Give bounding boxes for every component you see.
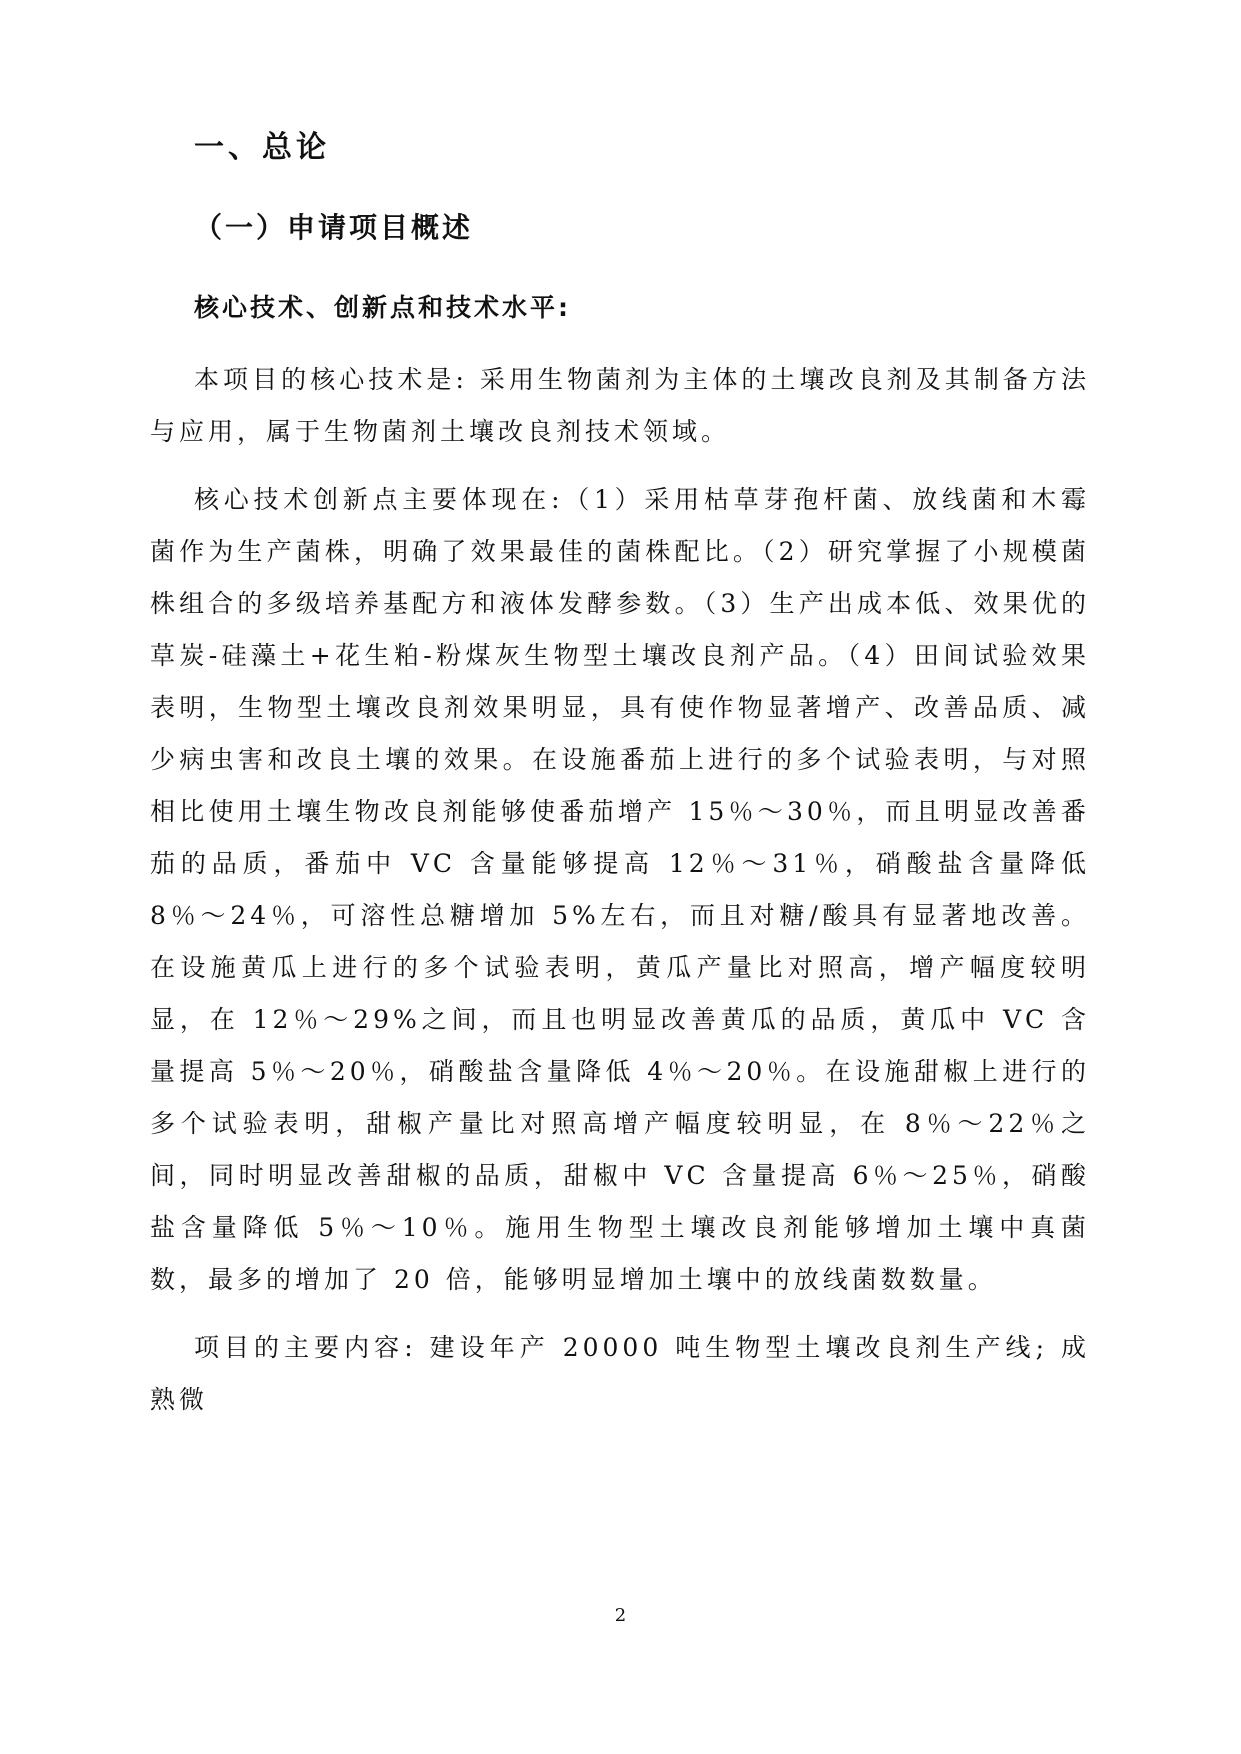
- paragraph-main-content: 项目的主要内容: 建设年产 20000 吨生物型土壤改良剂生产线; 成熟微: [150, 1333, 1090, 1414]
- chapter-heading: 一、总论: [194, 130, 330, 165]
- paragraph-core-technology: 本项目的核心技术是: 采用生物菌剂为主体的土壤改良剂及其制备方法与应用，属于生物菌剂土壤改良剂技术领域。: [150, 365, 1090, 446]
- subsection-heading: 核心技术、创新点和技术水平:: [194, 293, 571, 322]
- section-heading: （一）申请项目概述: [194, 211, 474, 244]
- page-number: 2: [614, 1605, 627, 1626]
- paragraph-innovation-points: 核心技术创新点主要体现在:（1）采用枯草芽孢杆菌、放线菌和木霉菌作为生产菌株，明确了效果最佳的菌株配比。（2）研究掌握了小规模菌株组合的多级培养基配方和液体发酵参数。（3）生产出成本低、效果优的草炭-硅藻土+花生粕-粉煤灰生物型土壤改良剂产品。（4）田间试验效果表明，生物型土壤改良剂效果明显，具有使作物显著增产、改善品质、减少病虫害和改良土壤的效果。在设施番茄上进行的多个试验表明，与对照相比使用土壤生物改良剂能够使番茄增产 15％～30％，而且明显改善番茄的品质，番茄中 VC 含量能够提高 12％～31％，硝酸盐含量降低 8％～24％，可溶性总糖增加 5%左右，而且对糖/酸具有显著地改善。在设施黄瓜上进行的多个试验表明，黄瓜产量比对照高，增产幅度较明显，在 12％～29%之间，而且也明显改善黄瓜的品质，黄瓜中 VC 含量提高 5％～20％，硝酸盐含量降低 4％～20％。在设施甜椒上进行的多个试验表明，甜椒产量比对照高增产幅度较明显，在 8％～22％之间，同时明显改善甜椒的品质，甜椒中 VC 含量提高 6％～25％，硝酸盐含量降低 5％～10％。施用生物型土壤改良剂能够增加土壤中真菌数，最多的增加了 20 倍，能够明显增加土壤中的放线菌数数量。: [150, 485, 1090, 1294]
- document-body: [150, 128, 1090, 1442]
